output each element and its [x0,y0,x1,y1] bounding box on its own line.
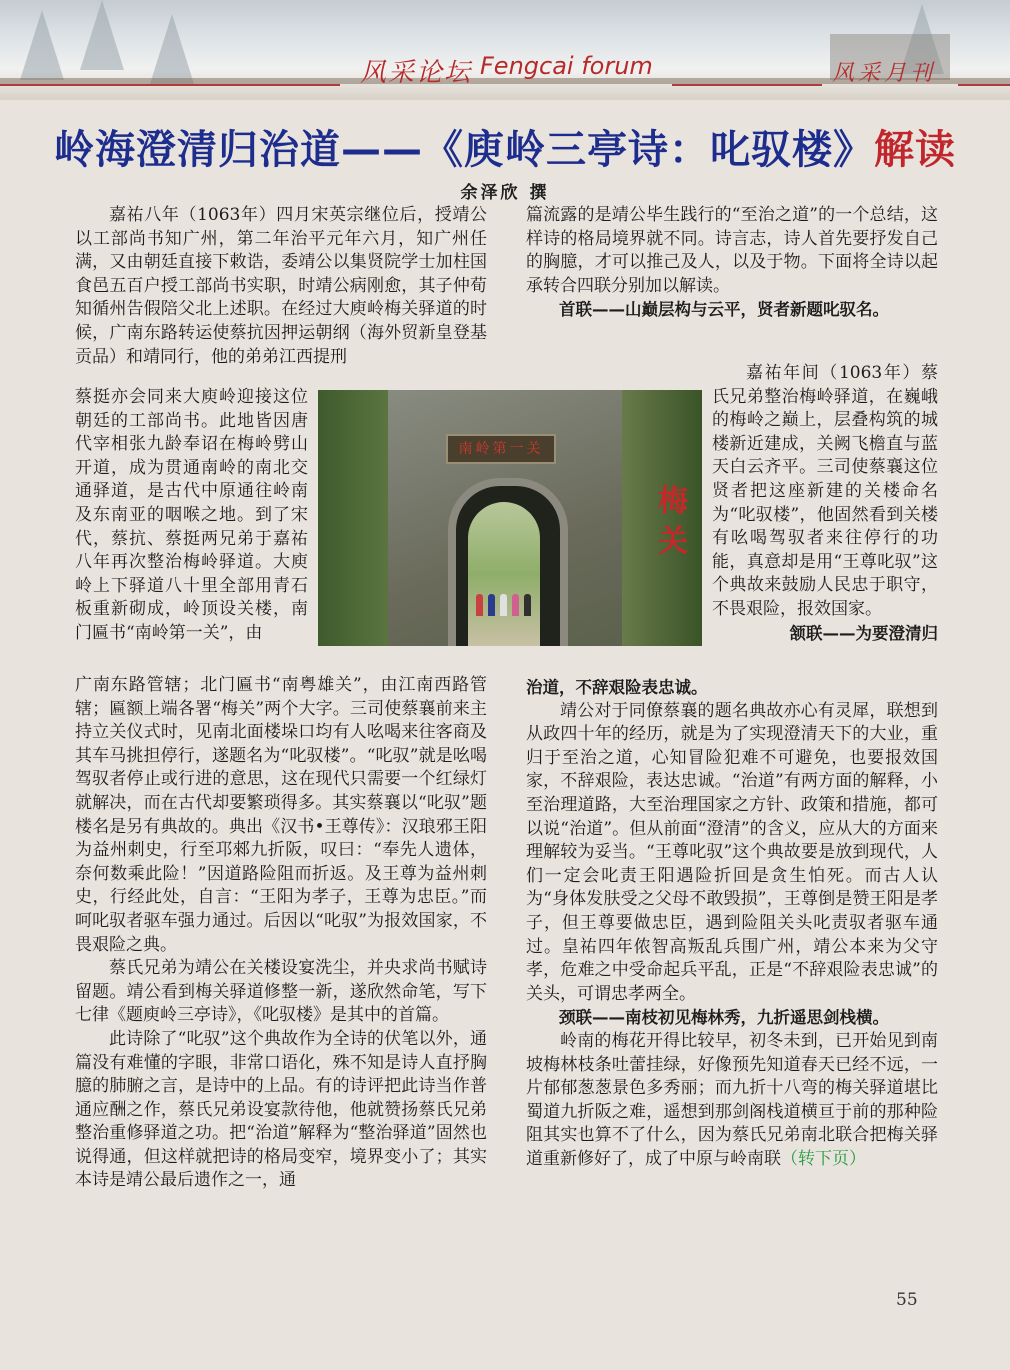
paragraph: 嘉祐年间（1063年）蔡氏兄弟整治梅岭驿道，在巍峨的梅岭之巅上，层叠构筑的城楼新近建成，关阙飞檐直与蓝天白云齐平。三司使蔡襄这位贤者把这座新建的关楼命名为“叱驭楼”，他固然看到关楼有吆喝驾驭者来往停行的功能，真意却是用“王尊叱驭”这个典故来鼓励人民忠于职守，不畏艰险，报效国家。 [712,363,938,619]
paragraph [526,1030,938,1172]
snow-tree-decoration [150,14,194,84]
paragraph: 靖公对于同僚蔡襄的题名典故亦心有灵犀，联想到从政四十年的经历，就是为了实现澄清天下的大业，重归于至治之道，心知冒险犯难不可避免，也要报效国家，不辞艰险，表达忠诚。“治道”有两方面的解释，小至治理道路，大至治理国家之方针、政策和措施，都可以说“治道”。但从前面“澄清”的含义，应从大的方面来理解较为妥当。“王尊叱驭”这个典故要是放到现代，人们一定会叱责王阳遇险折回是贪生怕死。而古人认为“身体发肤受之父母不敢毁损”，王尊倒是赞王阳是孝子，但王尊要做忠臣，遇到险阻关头叱责驭者驱车通过。皇祐四年侬智高叛乱兵围广州，靖公本来为父守孝，危难之中受命起兵平乱，正是“不辞艰险表忠诚”的关头，可谓忠孝两全。 [526,700,938,1004]
left-column-bottom [75,674,487,1193]
right-column-top [526,204,938,322]
section-title-en: Fengcai forum [480,52,653,80]
gate-plaque: 南岭第一关 [446,434,556,464]
visitor-figure [476,594,483,616]
left-column-top [75,204,487,369]
article-title [0,118,1010,175]
paragraph: 蔡氏兄弟为靖公在关楼设宴洗尘，并央求尚书赋诗留题。靖公看到梅关驿道修整一新，遂欣然命笔，写下七律《题庾岭三亭诗》，《叱驭楼》是其中的首篇。 [75,958,487,1026]
section-heading: 首联——山巅层构与云平，贤者新题叱驭名。 [559,300,889,320]
header-rule-left [0,84,340,86]
section-heading: 治道，不辞艰险表忠诚。 [526,678,708,697]
visitor-figure [512,594,519,616]
red-inscription: 梅关 [658,484,688,559]
visitor-figure [524,594,531,616]
snow-tree-decoration [80,0,124,70]
paragraph: 蔡挺亦会同来大庾岭迎接这位朝廷的工部尚书。此地皆因唐代宰相张九龄奉诏在梅岭劈山开道，成为贯通南岭的南北交通驿道，是古代中原通往岭南及东南亚的咽喉之地。到了宋代，蔡抗、蔡挺两兄弟于嘉祐八年再次整治梅岭驿道。大庾岭上下驿道八十里全部用青石板重新砌成，岭顶设关楼，南门匾书“南岭第一关”，由 [75,387,308,643]
paragraph-text: 岭南的梅花开得比较早，初冬未到，已开始见到南坡梅林枝条吐蕾挂绿，好像预先知道春天已经不远，一片郁郁葱葱景色多秀丽；而九折十八弯的梅关驿道堪比蜀道九折阪之难，遥想到那剑阁栈道横亘于前的那种险阻其实也算不了什么，因为蔡氏兄弟南北联合把梅关驿道重新修好了，成了中原与岭南联 [526,1030,938,1169]
article-title-accent: 解读 [874,127,956,173]
article-author: 余泽欣 撰 [460,183,550,203]
visitor-figure [500,594,507,616]
article-title-main: 岭海澄清归治道——《庾岭三亭诗：叱驭楼》 [54,127,874,173]
section-heading: 颈联——南枝初见梅林秀，九折遥思剑栈横。 [559,1008,889,1028]
visitor-figure [488,594,495,616]
right-column-bottom [526,676,938,1171]
magazine-name: 风采月刊 [832,61,937,86]
meiguan-gate-photo [318,390,702,646]
snow-tree-decoration [20,10,64,80]
page-number: 55 [896,1290,918,1310]
paragraph: 广南东路管辖；北门匾书“南粤雄关”，由江南西路管辖；匾额上端各署“梅关”两个大字。三司使蔡襄前来主持立关仪式时，见南北面楼垛口均有人吆喝来往客商及其车马挑担停行，遂题名为“叱驭楼”。“叱驭”就是吆喝驾驭者停止或行进的意思，这在现代只需要一个红绿灯就解决，而在古代却要繁琐得多。其实蔡襄以“叱驭”题楼名是另有典故的。典出《汉书•王尊传》：汉琅邪王阳为益州刺史，行至邛郲九折阪，叹曰：“奉先人遗体，奈何数乘此险！”因道路险阻而折返。及王尊为益州刺史，行经此处，自言：“王阳为孝子，王尊为忠臣。”而呵叱驭者驱车强力通过。后因以“叱驭”为报效国家，不畏艰险之典。 [75,675,487,955]
right-column-wrap [712,362,938,686]
section-heading: 颔联——为要澄清归 [789,623,938,643]
left-column-wrap [75,386,308,662]
continued-link[interactable]: （转下页） [781,1148,866,1169]
header-rule-middle [672,84,822,86]
paragraph: 嘉祐八年（1063年）四月宋英宗继位后，授靖公以工部尚书知广州，第二年治平元年六月，知广州任满，又由朝廷直接下敕诰，委靖公以集贤院学士加柱国食邑五百户授工部尚书实职，时靖公病刚愈，其子仲荀知循州告假陪父北上述职。在经过大庾岭梅关驿道的时候，广南东路转运使蔡抗因押运朝纲（海外贸新皇登基贡品）和靖同行，他的弟弟江西提刑 [75,205,487,367]
vegetation-left [318,390,388,646]
section-title-cn: 风采论坛 [360,58,473,88]
paragraph: 篇流露的是靖公毕生践行的“至治之道”的一个总结，这样诗的格局境界就不同。诗言志，诗人首先要抒发自己的胸臆，才可以推己及人，以及于物。下面将全诗以起承转合四联分别加以解读。 [526,205,938,296]
gate-opening [468,502,540,646]
paragraph: 此诗除了“叱驭”这个典故作为全诗的伏笔以外，通篇没有难懂的字眼，非常口语化，殊不知是诗人直抒胸臆的肺腑之言，是诗中的上品。有的诗评把此诗当作普通应酬之作，蔡氏兄弟设宴款待他，他就赞扬蔡氏兄弟整治重修驿道之功。把“治道”解释为“整治驿道”固然也说得通，但这样就把诗的格局变窄，境界变小了；其实本诗是靖公最后遗作之一，通 [75,1028,487,1191]
header-rule-right [958,84,1010,86]
